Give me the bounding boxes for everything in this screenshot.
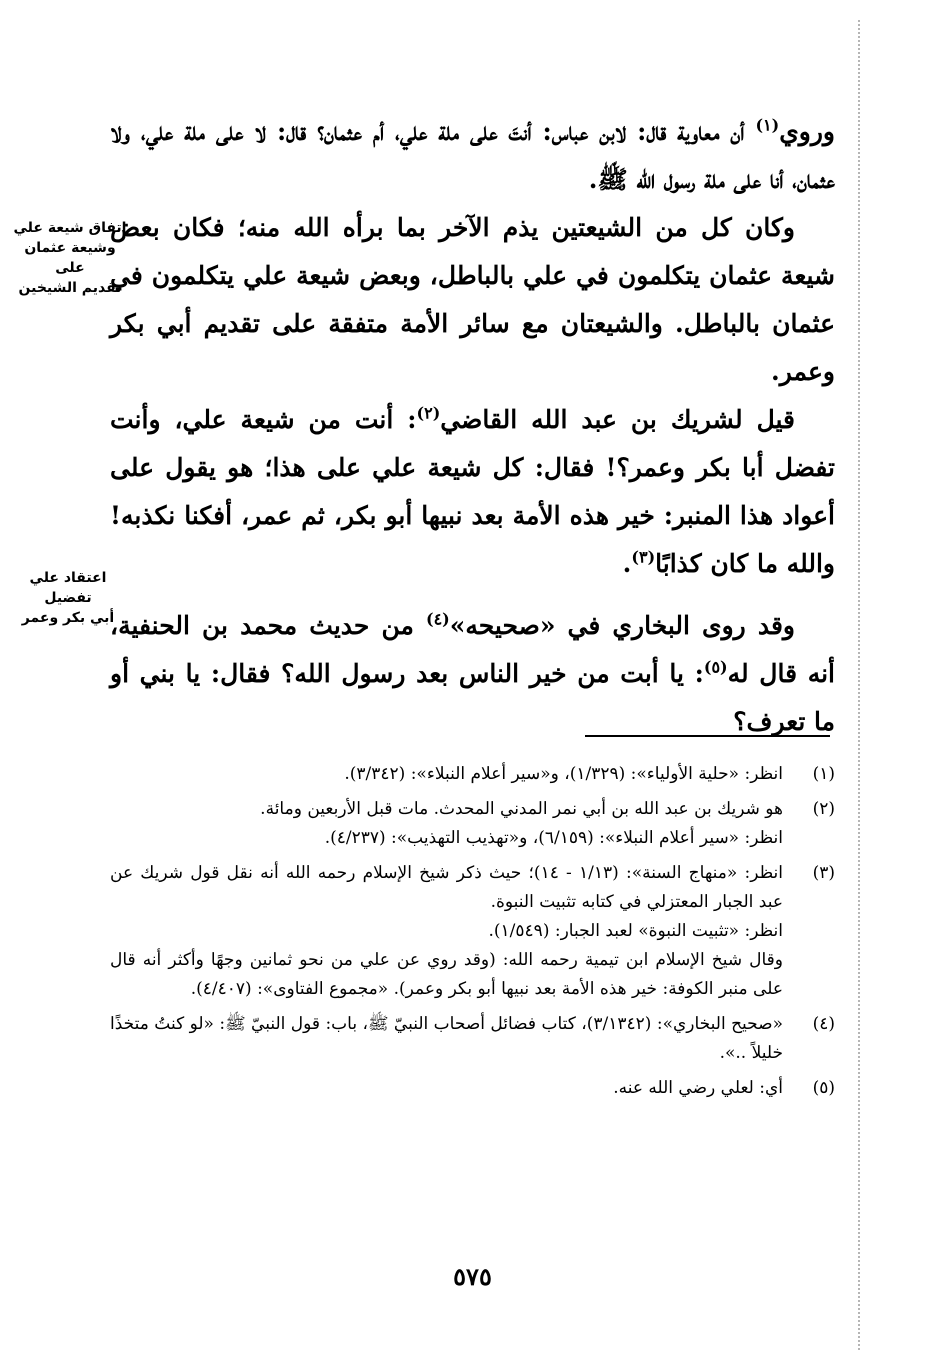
side-note-agreement xyxy=(10,218,130,298)
footnote-number: (١) xyxy=(812,764,835,784)
paragraph-3: قيل لشريك بن عبد الله القاضي$^{(٢)}$: أنت من شيعة علي، وأنت تفضل أبا بكر وعمر؟! فقال: كل شيعة علي على هذا؛ هو يقول على أعواد هذا المنبر: خير هذه الأمة بعد نبيها أبو بكر، ثم عمر، أفكنا نكذبه! والله ما كان كذابًا$^{(٣)}$. xyxy=(110,403,835,578)
footnote-ref-1[interactable]: (١) xyxy=(755,115,780,135)
footnote-body xyxy=(110,859,783,1004)
main-text xyxy=(110,108,835,746)
page-number: ٥٧٥ xyxy=(453,1262,492,1291)
side-note-line: أبي بكر وعمر xyxy=(21,610,115,626)
side-note-line: اتفاق شيعة علي xyxy=(13,220,127,236)
footnote-line: «صحيح البخاري»: (٣/١٣٤٢)، كتاب فضائل أصحاب النبيّ ﷺ، باب: قول النبيّ ﷺ: «لو كنتُ متخذًا خليلاً ..». xyxy=(110,1014,783,1063)
footnote-line: هو شريك بن عبد الله بن أبي نمر المدني المحدث. مات قبل الأربعين ومائة. xyxy=(260,799,783,819)
footnote-5 xyxy=(110,1074,835,1103)
footnote-ref-2[interactable]: (٢) xyxy=(416,403,441,423)
side-note-line: وشيعة عثمان على xyxy=(24,240,116,276)
footnote-body xyxy=(110,760,783,789)
footnotes xyxy=(110,760,835,1109)
side-note-belief xyxy=(8,568,128,628)
footnote-4 xyxy=(110,1010,835,1068)
footnote-2 xyxy=(110,795,835,853)
paragraph-1: وروي$^{(١)}$ أن معاوية قال: لابن عباس: أنتَ على ملة علي، أم عثمان؟ قال: لا على ملة علي، ولا عثمان، أنا على ملة رسول الله ﷺ. xyxy=(110,115,835,194)
paragraph-2: وكان كل من الشيعتين يذم الآخر بما برأه الله منه؛ فكان بعض شيعة عثمان يتكلمون في علي بالباطل، وبعض شيعة علي يتكلمون في عثمان بالباطل. والشيعتان مع سائر الأمة متفقة على تقديم أبي بكر وعمر. xyxy=(110,213,835,386)
footnote-number: (٤) xyxy=(812,1014,835,1034)
footnote-3 xyxy=(110,859,835,1004)
footnote-ref-4[interactable]: (٤) xyxy=(426,609,450,629)
footnote-separator xyxy=(585,735,830,737)
footnote-number: (٥) xyxy=(812,1078,835,1098)
footnote-number: (٢) xyxy=(812,799,835,819)
footnote-ref-5[interactable]: (٥) xyxy=(703,657,728,677)
page-edge-dotted-line xyxy=(858,20,860,1350)
side-note-line: تقديم الشيخين xyxy=(18,280,122,296)
footnote-body xyxy=(110,1074,783,1103)
footnote-line: انظر: «سير أعلام النبلاء»: (٦/١٥٩)، و«تهذيب التهذيب»: (٤/٢٣٧). xyxy=(324,828,783,848)
footnote-line: انظر: «منهاج السنة»: (١/١٣ - ١٤)؛ حيث ذكر شيخ الإسلام رحمه الله أنه نقل قول شريك عن عبد الجبار المعتزلي في كتابه تثبيت النبوة. xyxy=(110,863,784,912)
footnote-ref-3[interactable]: (٣) xyxy=(631,547,656,567)
footnote-line: انظر: «حلية الأولياء»: (١/٣٢٩)، و«سير أعلام النبلاء»: (٣/٣٤٢). xyxy=(344,764,783,784)
footnote-line: انظر: «تثبيت النبوة» لعبد الجبار: (١/٥٤٩). xyxy=(488,921,783,941)
footnote-number: (٣) xyxy=(812,863,835,883)
footnote-line: وقال شيخ الإسلام ابن تيمية رحمه الله: (وقد روي عن علي من نحو ثمانين وجهًا وأكثر أنه قال على منبر الكوفة: خير هذه الأمة بعد نبيها أبو بكر وعمر). «مجموع الفتاوى»: (٤/٤٠٧). xyxy=(110,950,783,999)
footnote-1 xyxy=(110,760,835,789)
footnote-body xyxy=(110,1010,783,1068)
side-note-line: اعتقاد علي تفضيل xyxy=(29,570,107,606)
footnote-body xyxy=(110,795,783,853)
paragraph-4: وقد روى البخاري في «صحيحه»$^{(٤)}$ من حديث محمد بن الحنفية، أنه قال له$^{(٥)}$: يا أبت من خير الناس بعد رسول الله؟ فقال: يا بني أو ما تعرف؟ xyxy=(110,609,835,736)
footnote-line: أي: لعلي رضي الله عنه. xyxy=(613,1078,783,1098)
